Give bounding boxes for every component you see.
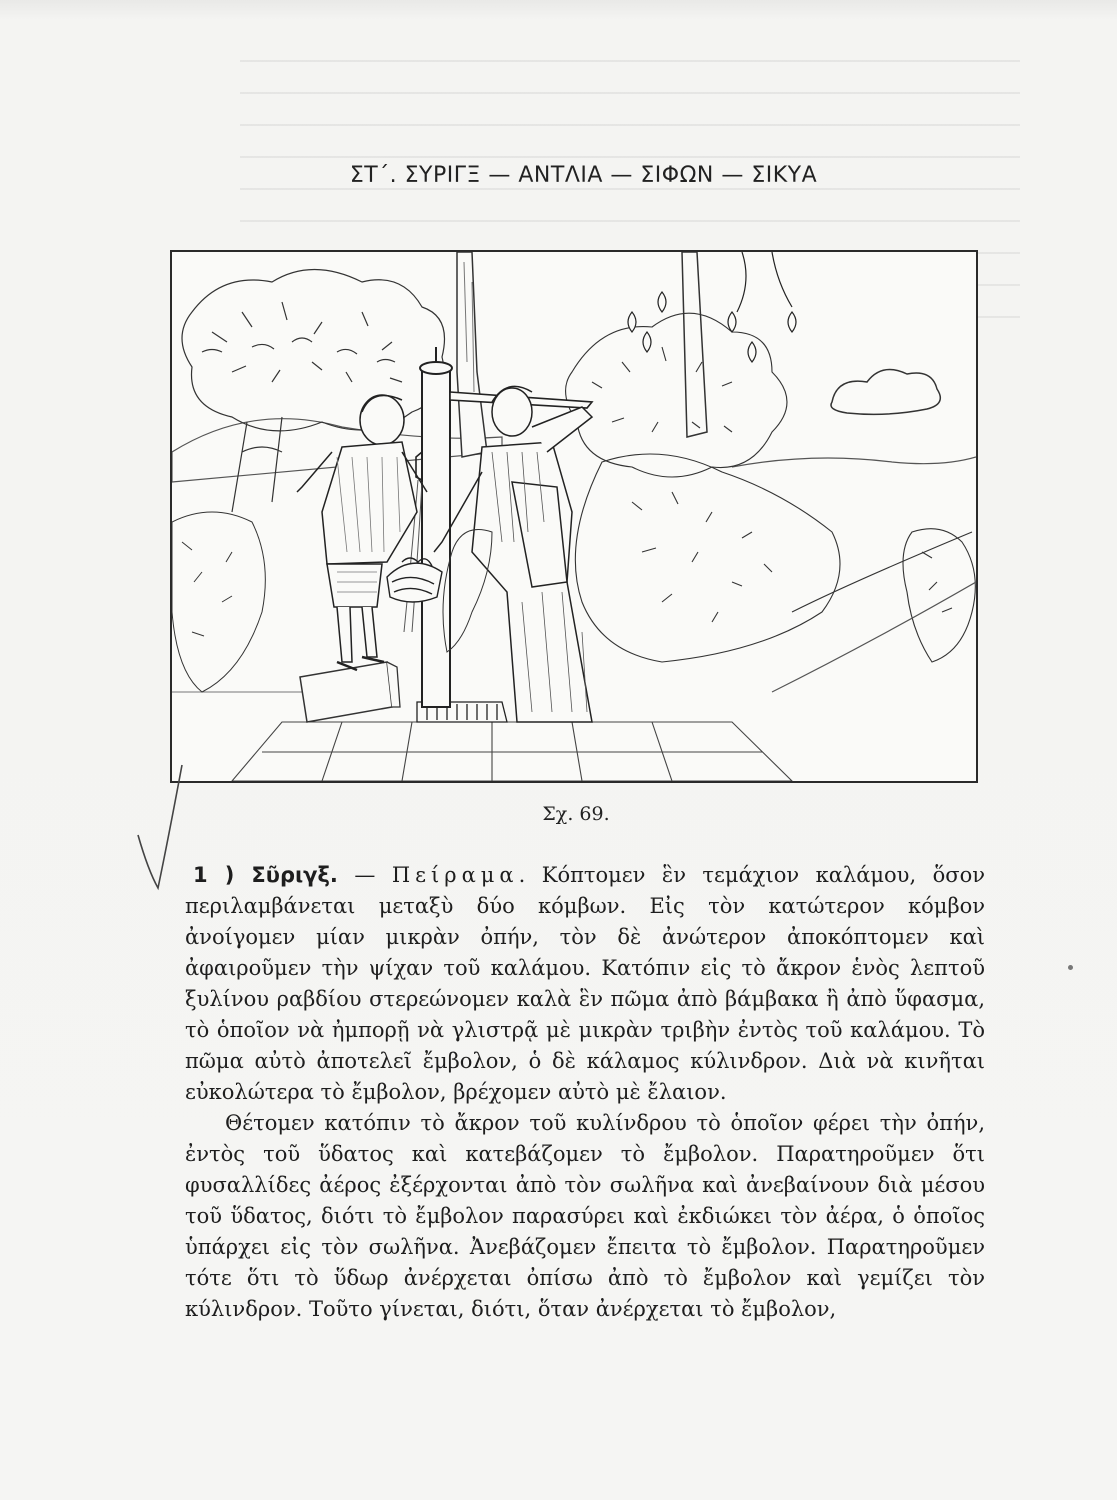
body-text (185, 860, 985, 1325)
figure-caption: Σχ. 69. (542, 803, 610, 825)
handwritten-check-mark (130, 760, 190, 900)
pump-scene-drawing (172, 252, 976, 781)
paragraph-2: Θέτομεν κατόπιν τὸ ἄκρον τοῦ κυλίνδρου τὸ ὁποῖον φέρει τὴν ὀπήν, ἐντὸς τοῦ ὕδατος καὶ κατεβάζομεν τὸ ἔμβολον. Παρατηροῦμεν ὅτι φυσαλλίδες ἀέρος ἐξέρχονται ἀπὸ τὸν σωλῆνα καὶ ἀνεβαίνουν διὰ μέσου τοῦ ὕδατος, διότι τὸ ἔμβολον παρασύρει καὶ ἐκδιώκει τὸν ἀέρα, ὁ ὁποῖος ὑπάρχει εἰς τὸν σωλῆνα. Ἀνεβάζομεν ἔπειτα τὸ ἔμβολον. Παρατηροῦμεν τότε ὅτι τὸ ὕδωρ ἀνέρχεται ὀπίσω ἀπὸ τὸ ἔμβολον καὶ γεμίζει τὸν κύλινδρον. Τοῦτο γίνεται, διότι, ὅταν ἀνέρχεται τὸ ἔμβολον, (185, 1111, 985, 1321)
paragraph-1: 1 ) Σῦριγξ. — Πείραμα. Κόπτομεν ἓν τεμάχιον καλάμου, ὅσον περιλαμβάνεται μεταξὺ δύο κόμβων. Εἰς τὸν κατώτερον κόμβον ἀνοίγομεν μίαν μικρὰν ὀπήν, τὸν δὲ ἀνώτερον ἀποκόπτομεν καὶ ἀφαιροῦμεν τὴν ψίχαν τοῦ καλάμου. Κατόπιν εἰς τὸ ἄκρον ἑνὸς λεπτοῦ ξυλίνου ραβδίου στερεώνομεν καλὰ ἓν πῶμα ἀπὸ βάμβακα ἢ ἀπὸ ὕφασμα, τὸ ὁποῖον νὰ ἠμπορῇ νὰ γλιστρᾷ μὲ μικρὰν τριβὴν ἐντὸς τοῦ καλάμου. Τὸ πῶμα αὐτὸ ἀποτελεῖ ἔμβολον, ὁ δὲ κάλαμος κύλινδρον. Διὰ νὰ κινῆται εὐκολώτερα τὸ ἔμβολον, βρέχομεν αὐτὸ μὲ ἔλαιον. (185, 863, 985, 1104)
ink-dot (1068, 965, 1073, 970)
section-heading: 1 ) Σῦριγξ. (193, 863, 338, 887)
chapter-title: ΣΤ΄. ΣΥΡΙΓΞ — ΑΝΤΛΙΑ — ΣΙΦΩΝ — ΣΙΚΥΑ (349, 163, 818, 188)
paragraph-1-text: Κόπτομεν ἓν τεμάχιον καλάμου, ὅσον περιλαμβάνεται μεταξὺ δύο κόμβων. Εἰς τὸν κατώτερον κόμβον ἀνοίγομεν μίαν μικρὰν ὀπήν, τὸν δὲ ἀνώτερον ἀποκόπτομεν καὶ ἀφαιροῦμεν τὴν ψίχαν τοῦ καλάμου. Κατόπιν εἰς τὸ ἄκρον ἑνὸς λεπτοῦ ξυλίνου ραβδίου στερεώνομεν καλὰ ἓν πῶμα ἀπὸ βάμβακα ἢ ἀπὸ ὕφασμα, τὸ ὁποῖον νὰ ἠμπορῇ νὰ γλιστρᾷ μὲ μικρὰν τριβὴν ἐντὸς τοῦ καλάμου. Τὸ πῶμα αὐτὸ ἀποτελεῖ ἔμβολον, ὁ δὲ κάλαμος κύλινδρον. Διὰ νὰ κινῆται εὐκολώτερα τὸ ἔμβολον, βρέχομεν αὐτὸ μὲ ἔλαιον. (185, 863, 985, 1104)
figure-illustration (170, 250, 978, 783)
experiment-label: Πείραμα (391, 863, 519, 887)
